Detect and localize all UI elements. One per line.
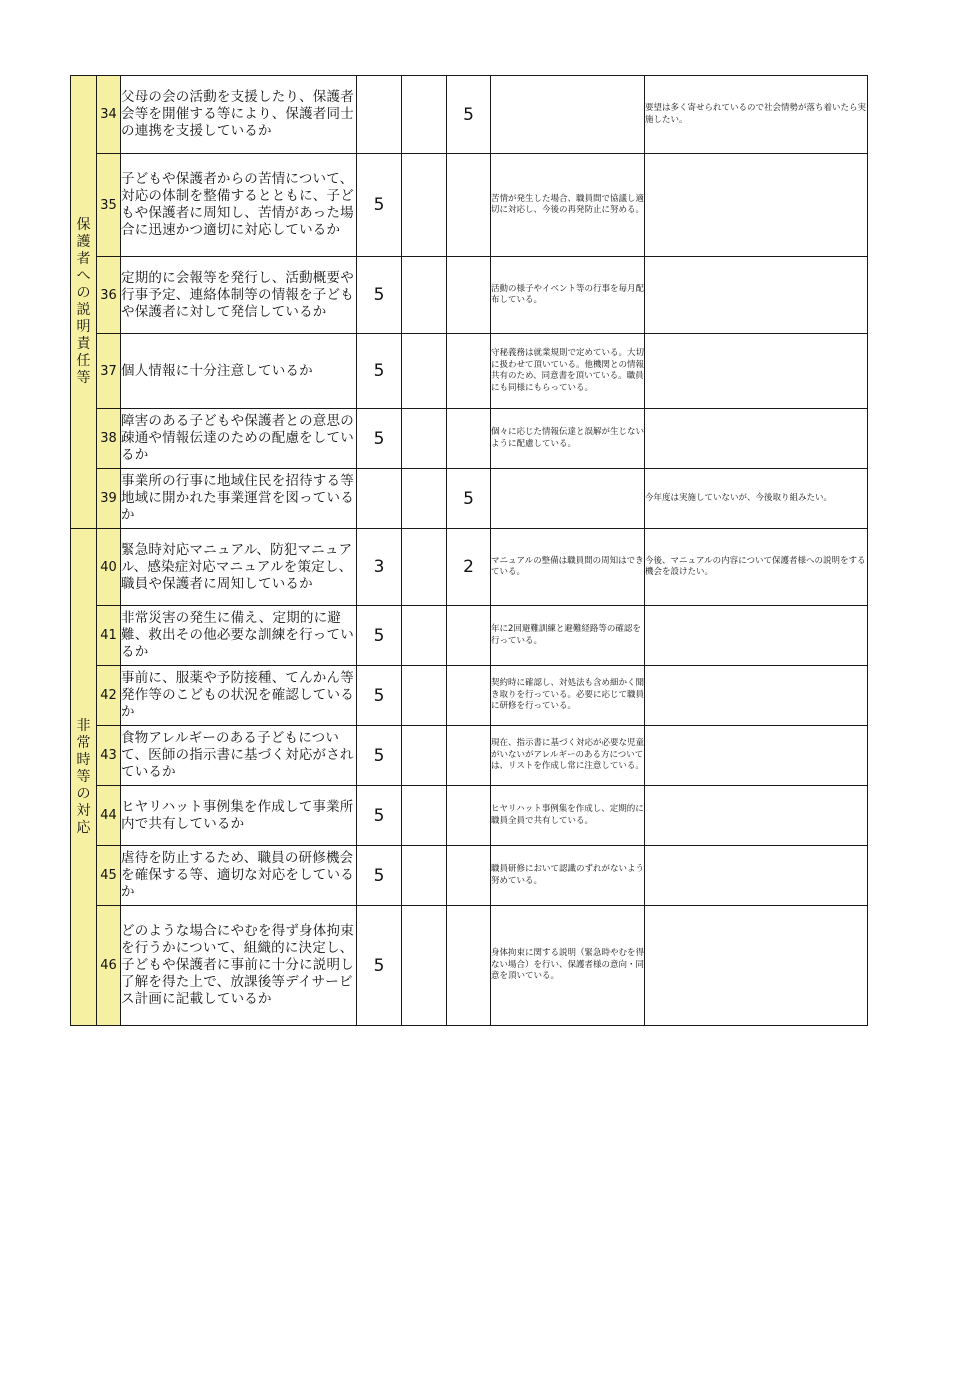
request-note: 今後、マニュアルの内容について保護者様への説明をする機会を設けたい。 (645, 529, 868, 606)
question-text: 父母の会の活動を支援したり、保護者会等を開催する等により、保護者同士の連携を支援しているか (121, 76, 357, 154)
score-mid (402, 726, 447, 786)
score-no (447, 786, 491, 846)
request-note: 要望は多く寄せられているので社会情勢が落ち着いたら実施したい。 (645, 76, 868, 154)
table-row (71, 726, 868, 786)
score-yes: 5 (357, 666, 402, 726)
score-mid (402, 606, 447, 666)
score-yes: 5 (357, 154, 402, 257)
score-yes: 5 (357, 409, 402, 469)
score-no (447, 409, 491, 469)
score-yes: 5 (357, 846, 402, 906)
request-note (645, 726, 868, 786)
table-row (71, 409, 868, 469)
score-yes: 5 (357, 334, 402, 409)
table-row (71, 76, 868, 154)
improvement-note: 活動の様子やイベント等の行事を毎月配布している。 (491, 257, 645, 334)
score-yes: 5 (357, 726, 402, 786)
score-yes: 5 (357, 257, 402, 334)
score-yes: 5 (357, 906, 402, 1026)
table-row (71, 666, 868, 726)
table-row (71, 606, 868, 666)
table-row (71, 529, 868, 606)
score-yes: 5 (357, 606, 402, 666)
request-note (645, 846, 868, 906)
score-no: 2 (447, 529, 491, 606)
question-text: 障害のある子どもや保護者との意思の疎通や情報伝達のための配慮をしているか (121, 409, 357, 469)
score-yes (357, 469, 402, 529)
question-text: 非常災害の発生に備え、定期的に避難、救出その他必要な訓練を行っているか (121, 606, 357, 666)
improvement-note (491, 469, 645, 529)
improvement-note: 守秘義務は就業規則で定めている。大切に扱わせて頂いている。他機関との情報共有のため、同意書を頂いている。職員にも同様にもらっている。 (491, 334, 645, 409)
request-note: 今年度は実施していないが、今後取り組みたい。 (645, 469, 868, 529)
score-mid (402, 846, 447, 906)
score-mid (402, 257, 447, 334)
score-mid (402, 469, 447, 529)
score-mid (402, 154, 447, 257)
table-row (71, 846, 868, 906)
score-yes: 3 (357, 529, 402, 606)
table-row (71, 906, 868, 1026)
score-mid (402, 786, 447, 846)
table-row (71, 257, 868, 334)
row-number: 44 (97, 786, 121, 846)
score-mid (402, 76, 447, 154)
request-note (645, 154, 868, 257)
question-text: 事業所の行事に地域住民を招待する等地域に開かれた事業運営を図っているか (121, 469, 357, 529)
table-row (71, 786, 868, 846)
score-no (447, 334, 491, 409)
improvement-note (491, 76, 645, 154)
category-cell (71, 76, 97, 529)
question-text: どのような場合にやむを得ず身体拘束を行うかについて、組織的に決定し、子どもや保護者に事前に十分に説明し了解を得た上で、放課後等デイサービス計画に記載しているか (121, 906, 357, 1026)
score-mid (402, 906, 447, 1026)
improvement-note: 職員研修において認識のずれがないよう努めている。 (491, 846, 645, 906)
question-text: 食物アレルギーのある子どもについて、医師の指示書に基づく対応がされているか (121, 726, 357, 786)
request-note (645, 409, 868, 469)
score-mid (402, 666, 447, 726)
question-text: 虐待を防止するため、職員の研修機会を確保する等、適切な対応をしているか (121, 846, 357, 906)
improvement-note: ヒヤリハット事例集を作成し、定期的に職員全員で共有している。 (491, 786, 645, 846)
question-text: 個人情報に十分注意しているか (121, 334, 357, 409)
row-number: 42 (97, 666, 121, 726)
score-yes: 5 (357, 786, 402, 846)
row-number: 36 (97, 257, 121, 334)
score-yes (357, 76, 402, 154)
improvement-note: 苦情が発生した場合、職員間で協議し適切に対応し、今後の再発防止に努める。 (491, 154, 645, 257)
score-no (447, 906, 491, 1026)
score-no (447, 154, 491, 257)
score-no (447, 257, 491, 334)
score-no: 5 (447, 469, 491, 529)
table-row (71, 154, 868, 257)
question-text: 事前に、服薬や予防接種、てんかん等発作等のこどもの状況を確認しているか (121, 666, 357, 726)
table-row (71, 334, 868, 409)
question-text: 緊急時対応マニュアル、防犯マニュアル、感染症対応マニュアルを策定し、職員や保護者に周知しているか (121, 529, 357, 606)
score-no (447, 606, 491, 666)
request-note (645, 257, 868, 334)
row-number: 39 (97, 469, 121, 529)
score-no: 5 (447, 76, 491, 154)
score-mid (402, 334, 447, 409)
row-number: 45 (97, 846, 121, 906)
row-number: 37 (97, 334, 121, 409)
request-note (645, 786, 868, 846)
row-number: 34 (97, 76, 121, 154)
score-mid (402, 529, 447, 606)
improvement-note: 現在、指示書に基づく対応が必要な児童がいないがアレルギーのある方については、リストを作成し常に注意している。 (491, 726, 645, 786)
row-number: 35 (97, 154, 121, 257)
score-no (447, 846, 491, 906)
row-number: 43 (97, 726, 121, 786)
improvement-note: 契約時に確認し、対処法も含め細かく聞き取りを行っている。必要に応じて職員に研修を行っている。 (491, 666, 645, 726)
question-text: 定期的に会報等を発行し、活動概要や行事予定、連絡体制等の情報を子どもや保護者に対して発信しているか (121, 257, 357, 334)
row-number: 38 (97, 409, 121, 469)
request-note (645, 906, 868, 1026)
improvement-note: 身体拘束に関する説明（緊急時やむを得ない場合）を行い、保護者様の意向・同意を頂いている。 (491, 906, 645, 1026)
evaluation-table (70, 75, 868, 1026)
category-label: 非常時等の対応 (76, 717, 91, 836)
improvement-note: 個々に応じた情報伝達と誤解が生じないように配慮している。 (491, 409, 645, 469)
question-text: 子どもや保護者からの苦情について、対応の体制を整備するとともに、子どもや保護者に周知し、苦情があった場合に迅速かつ適切に対応しているか (121, 154, 357, 257)
row-number: 41 (97, 606, 121, 666)
request-note (645, 666, 868, 726)
question-text: ヒヤリハット事例集を作成して事業所内で共有しているか (121, 786, 357, 846)
category-label: 保護者への説明責任等 (76, 217, 91, 386)
score-mid (402, 409, 447, 469)
score-no (447, 666, 491, 726)
score-no (447, 726, 491, 786)
request-note (645, 606, 868, 666)
category-cell (71, 529, 97, 1026)
row-number: 40 (97, 529, 121, 606)
table-row (71, 469, 868, 529)
request-note (645, 334, 868, 409)
row-number: 46 (97, 906, 121, 1026)
improvement-note: マニュアルの整備は職員間の周知はできている。 (491, 529, 645, 606)
improvement-note: 年に2回避難訓練と避難経路等の確認を行っている。 (491, 606, 645, 666)
